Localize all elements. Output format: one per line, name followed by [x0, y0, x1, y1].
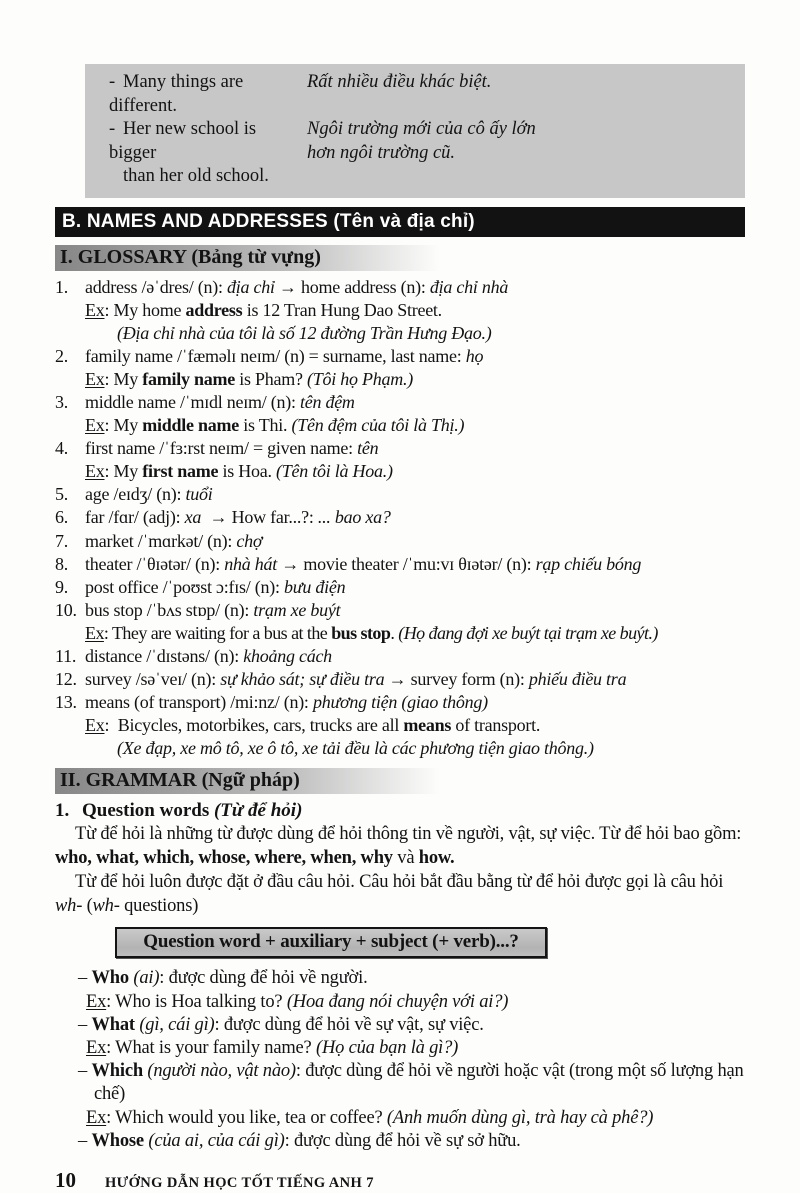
text-segment: phương tiện (giao thông) — [312, 692, 488, 713]
text-segment: xa — [184, 507, 202, 528]
glossary-heading: I. GLOSSARY (Bảng từ vựng) — [55, 245, 440, 271]
grammar-bullet — [78, 1014, 745, 1060]
example-vietnamese-line: hơn ngôi trường cũ. — [307, 142, 456, 163]
text-segment: is 12 Tran Hung Dao Street. — [242, 299, 442, 320]
example-vietnamese-line: Ngôi trường mới của cô ấy lớn — [307, 119, 536, 139]
example-english-line — [109, 71, 307, 118]
text-segment: family name /ˈfæməlɪ neɪm/ (n) = surname, last name: — [85, 345, 466, 366]
item-number: 3. — [55, 391, 68, 412]
glossary-entry-line — [85, 483, 745, 506]
dash-marker: – — [78, 1130, 92, 1151]
page-footer — [55, 1168, 745, 1193]
text-segment: sự khảo sát; sự điều tra — [220, 669, 385, 690]
text-segment: trạm xe buýt — [253, 599, 341, 620]
text-segment: chợ — [236, 530, 263, 551]
glossary-item — [55, 645, 745, 668]
text-segment: market /ˈmɑrkət/ (n): — [85, 530, 237, 551]
text-segment: tên — [357, 438, 379, 459]
glossary-entry-line — [85, 391, 745, 414]
item-number: 6. — [55, 507, 68, 528]
text-segment: Who — [91, 968, 129, 989]
text-segment: (Họ của bạn là gì?) — [316, 1038, 459, 1059]
text-segment: (Tên tôi là Hoa.) — [276, 461, 393, 482]
item-number: 8. — [55, 553, 68, 574]
glossary-item — [55, 530, 745, 553]
text-segment: survey /səˈveɪ/ (n): — [85, 669, 221, 690]
formula-box-row — [115, 927, 745, 958]
text-segment: Question words — [82, 800, 214, 822]
item-body — [85, 553, 745, 576]
text-segment: how. — [418, 847, 455, 868]
text-segment: Ex — [86, 1107, 107, 1128]
text-segment: (Địa chỉ nhà của tôi là số 12 đường Trần Hưng Đạo.) — [117, 322, 492, 343]
example-vietnamese — [307, 71, 735, 118]
glossary-example-line — [85, 460, 745, 483]
glossary-example-line — [85, 368, 745, 391]
example-english-line — [109, 118, 307, 165]
text-segment: of transport. — [451, 715, 541, 736]
glossary-item — [55, 345, 745, 391]
grammar-paragraph — [55, 823, 745, 870]
text-segment: address /əˈdres/ (n): — [85, 276, 227, 297]
text-segment: : Bicycles, motorbikes, cars, trucks are all — [104, 715, 404, 736]
example-english-line — [109, 165, 307, 189]
item-number: 4. — [55, 438, 68, 459]
text-segment: Từ để hỏi là những từ được dùng để hỏi thông tin về người, vật, sự việc. Từ để hỏi bao gồm: — [75, 824, 746, 845]
text-segment: Từ để hỏi luôn được đặt ở đầu câu hỏi. Câu hỏi bắt đầu bằng từ để hỏi được gọi là câu hỏi — [75, 872, 728, 893]
example-english — [109, 118, 307, 189]
grammar-bullet — [78, 967, 745, 1013]
glossary-item — [55, 391, 745, 437]
text-segment: : được dùng để hỏi về sự vật, sự việc. — [214, 1014, 484, 1035]
item-body — [85, 276, 745, 345]
text-segment: → survey form (n): — [384, 669, 529, 690]
text-segment: : được dùng để hỏi về người hoặc vật (trong một số lượng hạn chế) — [94, 1061, 749, 1105]
text-segment: wh- — [92, 895, 120, 916]
example-box — [85, 64, 745, 198]
glossary-entry-line — [85, 668, 745, 691]
item-number: 12. — [55, 669, 77, 690]
text-segment: means — [403, 715, 452, 736]
bullet-example — [78, 1037, 745, 1060]
glossary-entry-line — [85, 645, 745, 668]
bullet-main — [78, 1060, 749, 1106]
text-segment: Ex — [86, 1038, 107, 1059]
text-segment: middle name /ˈmɪdl neɪm/ (n): — [85, 391, 300, 412]
glossary-example-line — [85, 622, 745, 645]
grammar-heading-row — [55, 768, 745, 794]
example-vietnamese — [307, 118, 735, 189]
formula-box — [115, 927, 547, 958]
text-segment: nhà hát — [224, 553, 278, 574]
item-number: 5. — [55, 484, 68, 505]
text-segment: . — [390, 622, 399, 643]
text-segment: rạp chiếu bóng — [535, 553, 642, 574]
item-body — [85, 668, 745, 691]
text-segment: : My — [104, 461, 143, 482]
glossary-heading-row — [55, 245, 745, 271]
text-segment: Ex — [85, 715, 105, 736]
item-body — [85, 645, 745, 668]
text-segment: Ex — [85, 622, 104, 643]
text-segment: : They are waiting for a bus at the — [103, 622, 332, 643]
glossary-item — [55, 506, 745, 529]
item-number: 13. — [55, 692, 77, 713]
dash-marker: – — [78, 1061, 92, 1082]
text-segment: wh- — [55, 895, 83, 916]
item-body — [85, 483, 745, 506]
glossary-entry-line — [85, 576, 745, 599]
glossary-item — [55, 276, 745, 345]
text-segment: theater /ˈθɪətər/ (n): — [85, 553, 225, 574]
text-segment: post office /ˈpoʊst ɔ:fɪs/ (n): — [85, 576, 285, 597]
glossary-translation-line — [85, 737, 745, 760]
text-segment: (Tên đệm của tôi là Thị.) — [291, 415, 465, 436]
text-segment: Ex — [86, 991, 107, 1012]
example-text: Many things are different. — [109, 72, 244, 116]
grammar-topic-number: 1. — [55, 800, 70, 822]
glossary-entry-line — [85, 437, 745, 460]
glossary-item — [55, 691, 745, 760]
text-segment: địa chỉ nhà — [429, 276, 509, 297]
grammar-topic-title — [82, 800, 302, 821]
text-segment: (ai) — [133, 968, 160, 989]
text-segment: middle name — [142, 415, 240, 436]
text-segment: Which — [91, 1061, 143, 1082]
text-segment: Ex — [85, 368, 105, 389]
glossary-entry-line — [85, 691, 745, 714]
glossary-item — [55, 483, 745, 506]
bullet-main — [78, 967, 745, 990]
glossary-entry-line — [85, 345, 745, 368]
text-segment: Ex — [85, 299, 105, 320]
text-segment: (Tôi họ Phạm.) — [307, 368, 413, 389]
text-segment: họ — [465, 345, 484, 366]
text-segment: (Xe đạp, xe mô tô, xe ô tô, xe tải đều là các phương tiện giao thông.) — [117, 738, 594, 759]
text-segment: questions) — [119, 895, 199, 916]
text-segment: : What is your family name? — [106, 1038, 316, 1059]
item-number: 10. — [55, 599, 77, 620]
item-body — [85, 691, 745, 760]
text-segment: is Hoa. — [218, 461, 276, 482]
grammar-bullet — [78, 1130, 745, 1153]
text-segment: bus stop /ˈbʌs stɒp/ (n): — [85, 599, 254, 620]
item-body — [85, 437, 745, 483]
bullet-main — [78, 1014, 745, 1037]
text-segment: : My — [104, 415, 143, 436]
glossary-entry-line — [85, 599, 745, 622]
grammar-paragraphs — [55, 823, 745, 918]
bullet-example — [78, 1107, 745, 1130]
text-segment: (Anh muốn dùng gì, trà hay cà phê?) — [386, 1107, 654, 1128]
text-segment: (Họ đang đợi xe buýt tại trạm xe buýt.) — [398, 622, 658, 643]
glossary-list — [55, 276, 745, 761]
glossary-item — [55, 599, 745, 645]
example-row — [109, 71, 735, 118]
text-segment: : Which would you like, tea or coffee? — [106, 1107, 387, 1128]
item-body — [85, 530, 745, 553]
text-segment: address — [185, 299, 243, 320]
text-segment: first name /ˈfɜ:rst neɪm/ = given name: — [85, 438, 358, 459]
text-segment: : được dùng để hỏi về người. — [159, 968, 368, 989]
text-segment: : Who is Hoa talking to? — [106, 991, 287, 1012]
item-body — [85, 506, 745, 529]
example-text: Her new school is bigger — [109, 119, 257, 163]
item-body — [85, 391, 745, 437]
glossary-item — [55, 576, 745, 599]
item-number: 7. — [55, 530, 68, 551]
bullet-example — [78, 991, 745, 1014]
text-segment: địa chỉ — [226, 276, 275, 297]
item-body — [85, 345, 745, 391]
text-segment: What — [91, 1014, 135, 1035]
text-segment: (Hoa đang nói chuyện với ai?) — [286, 991, 509, 1012]
text-segment: và — [392, 847, 419, 868]
book-title: HƯỚNG DẪN HỌC TỐT TIẾNG ANH 7 — [105, 1175, 374, 1192]
text-segment: (Từ để hỏi) — [213, 800, 303, 822]
section-header-b — [55, 207, 745, 237]
example-vietnamese-line: Rất nhiều điều khác biệt. — [307, 72, 492, 92]
text-segment: is Thi. — [239, 415, 292, 436]
text-segment: (của ai, của cái gì) — [148, 1130, 285, 1151]
grammar-paragraph — [55, 871, 745, 918]
glossary-entry-line — [85, 530, 745, 553]
glossary-entry-line — [85, 553, 745, 576]
grammar-topic — [55, 799, 745, 823]
glossary-example-line — [85, 299, 745, 322]
text-segment: tuổi — [185, 484, 213, 505]
text-segment: tên đệm — [299, 391, 355, 412]
text-segment: means (of transport) /mi:nz/ (n): — [85, 692, 313, 713]
text-segment: : được dùng để hỏi về sự sở hữu. — [284, 1130, 521, 1151]
example-text: than her old school. — [123, 166, 269, 186]
glossary-item — [55, 668, 745, 691]
example-english — [109, 71, 307, 118]
example-row — [109, 118, 735, 189]
dash-marker: - — [109, 72, 116, 92]
glossary-entry-line — [85, 276, 745, 299]
page-number: 10 — [55, 1168, 76, 1193]
text-segment: Whose — [91, 1130, 144, 1151]
glossary-example-line — [85, 714, 745, 737]
glossary-item — [55, 553, 745, 576]
text-segment: : My home — [104, 299, 186, 320]
item-number: 9. — [55, 576, 68, 597]
text-segment: → home address (n): — [274, 276, 430, 297]
bullet-main — [78, 1130, 745, 1153]
text-segment: Ex — [85, 461, 105, 482]
glossary-item — [55, 437, 745, 483]
dash-marker: – — [78, 1014, 92, 1035]
question-word-bullets — [78, 967, 749, 1153]
formula-text: Question word + auxiliary + subject (+ verb)...? — [143, 931, 519, 953]
item-number: 2. — [55, 345, 68, 366]
text-segment: (người nào, vật nào) — [147, 1061, 296, 1082]
dash-marker: - — [109, 119, 116, 139]
item-number: 11. — [55, 646, 77, 666]
text-segment: distance /ˈdɪstəns/ (n): — [85, 646, 244, 666]
item-body — [85, 576, 745, 599]
text-segment: (gì, cái gì) — [139, 1014, 215, 1035]
text-segment: bưu điện — [284, 576, 346, 597]
text-segment: bus stop — [331, 622, 391, 643]
section-header-b-title: B. NAMES AND ADDRESSES (Tên và địa chỉ) — [62, 210, 475, 232]
glossary-translation-line — [85, 322, 745, 345]
grammar-bullet — [78, 1060, 749, 1130]
text-segment: ( — [82, 895, 93, 916]
text-segment: who, what, which, whose, where, when, why — [55, 847, 393, 868]
glossary-entry-line — [85, 506, 745, 529]
dash-marker: – — [78, 968, 92, 989]
text-segment: → How far...?: — [201, 507, 318, 528]
text-segment: ... bao xa? — [317, 507, 391, 528]
grammar-heading: II. GRAMMAR (Ngữ pháp) — [55, 768, 440, 794]
text-segment: far /fɑr/ (adj): — [85, 507, 185, 528]
text-segment: family name — [142, 368, 235, 389]
text-segment: → movie theater /ˈmu:vɪ θɪətər/ (n): — [277, 553, 536, 574]
text-segment: first name — [142, 461, 219, 482]
text-segment: khoảng cách — [243, 646, 332, 666]
item-body — [85, 599, 745, 645]
text-segment: : My — [104, 368, 143, 389]
text-segment: is Pham? — [235, 368, 307, 389]
glossary-example-line — [85, 414, 745, 437]
text-segment: Ex — [85, 415, 105, 436]
text-segment: age /eɪdʒ/ (n): — [85, 484, 186, 505]
text-segment: phiếu điều tra — [528, 669, 627, 690]
item-number: 1. — [55, 276, 68, 297]
